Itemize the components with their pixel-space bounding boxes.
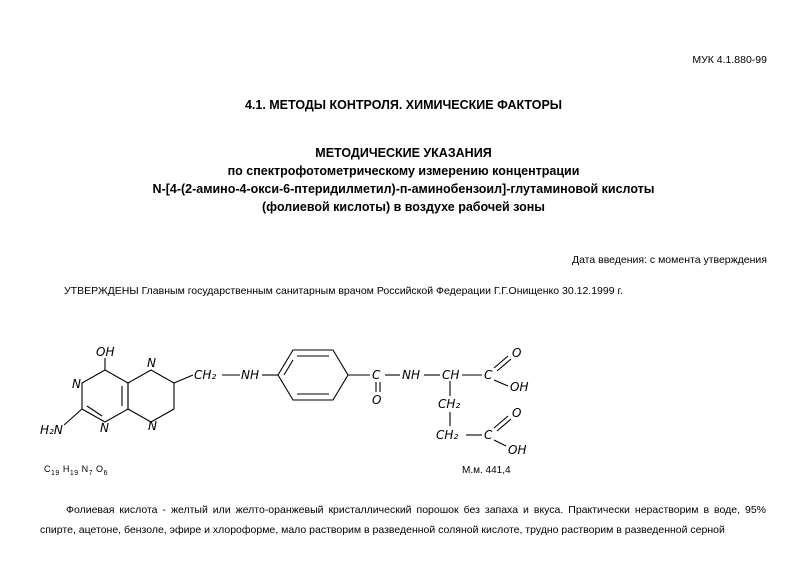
pyrimidine-double-bond-2 [87,406,102,416]
acid2-double-bond-a [494,416,508,428]
amide-o-label: O [372,393,382,407]
acid2-double-bond-b [497,419,511,431]
section-title: 4.1. МЕТОДЫ КОНТРОЛЯ. ХИМИЧЕСКИЕ ФАКТОРЫ [244,98,563,112]
pyrimidine-ring [82,370,128,422]
approval-statement: УТВЕРЖДЕНЫ Главным государственным санитарным врачом Российской Федерации Г.Г.Онищенко 30.12.1999 г. [64,285,623,297]
n-label-3: N [147,356,156,370]
ch2-link-label: CH₂ [194,368,217,382]
document-number: МУК 4.1.880-99 [692,54,767,66]
gamma-ch2-label: CH₂ [436,428,459,442]
benzene-ring [278,350,348,400]
acid2-oh-bond [494,440,506,446]
acid1-oh-label: OH [510,380,529,394]
document-title [0,144,807,216]
nh-link-label: NH [241,368,259,382]
acid1-double-bond-a [494,356,508,368]
n-label-1: N [72,377,81,391]
acid2-oh-label: OH [508,443,527,457]
description-paragraph: Фолиевая кислота - желтый или желто-оранжевый кристаллический порошок без запаха и вкуса. Практически нерастворим в воде, 95% спирте, ацетоне, бензоле, эфире и хлороформе, мало растворим в разведенной соляной кислоте, трудно растворим в разведенной серной [40,504,766,536]
acid1-o-label: O [512,346,522,360]
title-line-3: N-[4-(2-амино-4-окси-6-птеридилметил)-п-аминобензоил]-глутаминовой кислоты [152,182,655,196]
h2n-bond [64,409,82,425]
acid2-c-label: C [484,428,493,442]
title-line-4: (фолиевой кислоты) в воздухе рабочей зоны [262,200,545,214]
n-label-4: N [148,419,157,433]
alpha-ch-label: CH [442,368,460,382]
oh-label: OH [96,345,115,359]
acid1-c-label: C [484,368,493,382]
molecular-formula: $C_{19}$ $H_{19}$ $N_7$ $O_6$ [44,464,108,477]
h2n-label: H₂N [40,423,63,437]
acid2-o-label: O [512,406,522,420]
amide-nh-label: NH [402,368,420,382]
molar-mass: М.м. 441,4 [462,465,511,476]
structural-formula [0,330,807,460]
title-line-2: по спектрофотометрическому измерению концентрации [227,164,580,178]
ch2-bond [174,375,193,383]
beta-ch2-label: CH₂ [438,397,461,411]
acid1-double-bond-b [497,359,511,371]
amide-c-label: C [372,368,381,382]
intro-date: Дата введения: с момента утверждения [571,254,767,266]
pyrazine-ring [128,370,174,422]
title-line-1: МЕТОДИЧЕСКИЕ УКАЗАНИЯ [315,146,492,160]
acid1-oh-bond [494,380,508,386]
n-label-2: N [100,421,109,435]
